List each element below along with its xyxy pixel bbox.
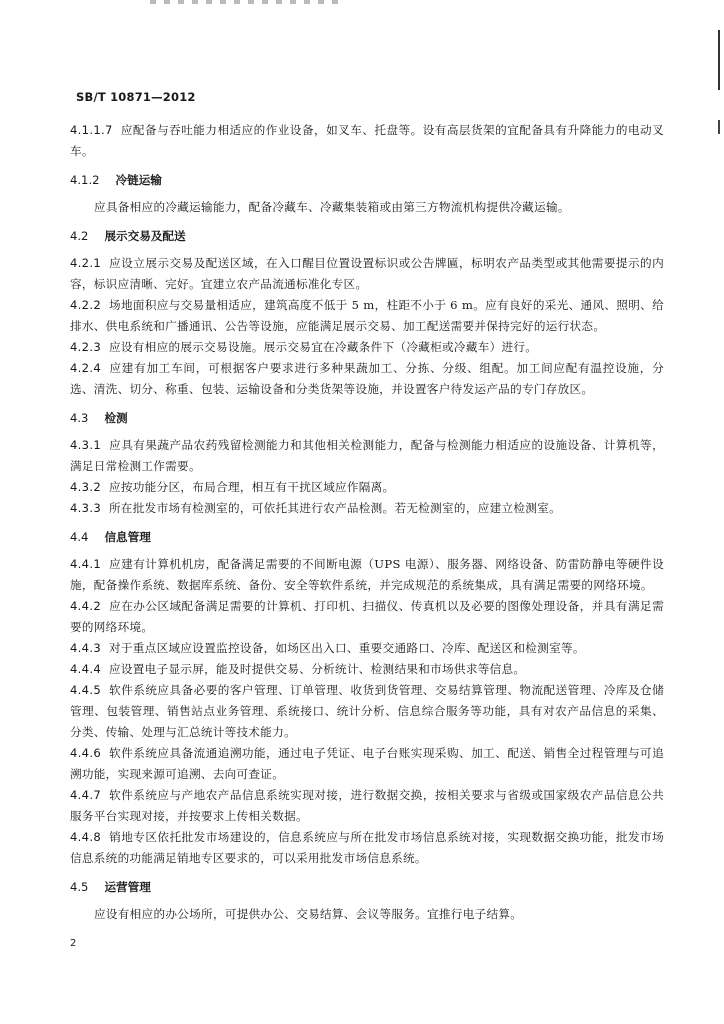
section-number: 4.5 (70, 880, 89, 894)
clause-paragraph (70, 253, 664, 295)
clause-number: 4.2.3 (70, 340, 101, 354)
clause-paragraph (70, 197, 664, 218)
clause-number: 4.4.7 (70, 788, 101, 802)
clause-paragraph (70, 904, 664, 925)
clause-text: 应设有相应的办公场所，可提供办公、交易结算、会议等服务。宜推行电子结算。 (94, 907, 523, 921)
clause-text: 应具备相应的冷藏运输能力，配备冷藏车、冷藏集装箱或由第三方物流机构提供冷藏运输。 (94, 200, 570, 214)
clause-number: 4.4.2 (70, 599, 101, 613)
clause-paragraph (70, 477, 664, 498)
clause-text: 软件系统应具备流通追溯功能，通过电子凭证、电子台账实现采购、加工、配送、销售全过程管理与可追溯功能，实现来源可追溯、去向可查证。 (70, 746, 664, 781)
clause-number: 4.3.3 (70, 501, 101, 515)
clause-paragraph (70, 435, 664, 477)
clause-paragraph (70, 120, 664, 162)
clause-text: 应设立展示交易及配送区域，在入口醒目位置设置标识或公告牌匾，标明农产品类型或其他需要提示的内容，标识应清晰、完好。宜建立农产品流通标准化专区。 (70, 256, 664, 291)
clause-text: 应建有计算机机房，配备满足需要的不间断电源（UPS 电源）、服务器、网络设备、防雷防静电等硬件设施，配备操作系统、数据库系统、备份、安全等软件系统，并完成规范的系统集成，具有满足需要的网络环境。 (70, 557, 664, 592)
clause-paragraph (70, 295, 664, 337)
clause-number: 4.3.2 (70, 480, 101, 494)
clause-text: 所在批发市场有检测室的，可依托其进行农产品检测。若无检测室的，应建立检测室。 (109, 501, 561, 515)
clause-paragraph (70, 337, 664, 358)
clause-number: 4.4.8 (70, 830, 101, 844)
clause-text: 应建有加工车间，可根据客户要求进行多种果蔬加工、分拣、分级、组配。加工间应配有温控设施，分选、清洗、切分、称重、包装、运输设备和分类货架等设施，并设置客户待发运产品的专门存放区。 (70, 361, 664, 396)
section-title: 运营管理 (104, 880, 151, 894)
clause-text: 应设置电子显示屏，能及时提供交易、分析统计、检测结果和市场供求等信息。 (109, 662, 526, 676)
section-heading (70, 527, 664, 548)
section-heading (70, 408, 664, 429)
clause-number: 4.4.5 (70, 683, 101, 697)
section-heading (70, 170, 664, 191)
clause-paragraph (70, 680, 664, 743)
section-title: 检测 (104, 411, 128, 425)
clause-text: 软件系统应与产地农产品信息系统实现对接，进行数据交换，按相关要求与省级或国家级农产品信息公共服务平台实现对接，并按要求上传相关数据。 (70, 788, 664, 823)
clause-text: 场地面积应与交易量相适应，建筑高度不低于 5 m，柱距不小于 6 m。应有良好的采光、通风、照明、给排水、供电系统和广播通讯、公告等设施，应能满足展示交易、加工配送需要并保持完好的运行状态。 (70, 298, 664, 333)
clause-paragraph (70, 743, 664, 785)
clause-text: 应按功能分区，布局合理，相互有干扰区域应作隔离。 (109, 480, 395, 494)
clause-number: 4.4.1 (70, 557, 101, 571)
clause-number: 4.4.6 (70, 746, 101, 760)
clause-text: 应配备与吞吐能力相适应的作业设备，如叉车、托盘等。设有高层货架的宜配备具有升降能力的电动叉车。 (70, 123, 664, 158)
clause-paragraph (70, 554, 664, 596)
clause-text: 应设有相应的展示交易设施。展示交易宜在冷藏条件下（冷藏柜或冷藏车）进行。 (109, 340, 538, 354)
clause-paragraph (70, 358, 664, 400)
clause-paragraph (70, 827, 664, 869)
clause-number: 4.4.3 (70, 641, 101, 655)
clause-text: 应在办公区域配备满足需要的计算机、打印机、扫描仪、传真机以及必要的图像处理设备，并具有满足需要的网络环境。 (70, 599, 664, 634)
scan-artifact (150, 0, 340, 4)
section-title: 展示交易及配送 (104, 229, 186, 243)
section-title: 冷链运输 (115, 173, 162, 187)
clause-text: 销地专区依托批发市场建设的，信息系统应与所在批发市场信息系统对接，实现数据交换功能，批发市场信息系统的功能满足销地专区要求的，可以采用批发市场信息系统。 (70, 830, 664, 865)
section-title: 信息管理 (104, 530, 151, 544)
clause-text: 软件系统应具备必要的客户管理、订单管理、收货到货管理、交易结算管理、物流配送管理、冷库及仓储管理、包装管理、销售站点业务管理、系统接口、统计分析、信息综合服务等功能，具有对农产品信息的采集、分类、传输、处理与汇总统计等技术能力。 (70, 683, 664, 739)
document-body (70, 120, 664, 925)
section-heading (70, 226, 664, 247)
clause-number: 4.2.1 (70, 256, 101, 270)
page-number: 2 (70, 938, 77, 949)
clause-number: 4.3.1 (70, 438, 101, 452)
section-number: 4.2 (70, 229, 89, 243)
section-number: 4.4 (70, 530, 89, 544)
clause-number: 4.4.4 (70, 662, 101, 676)
section-heading (70, 877, 664, 898)
scan-edge-mark (718, 120, 720, 134)
clause-paragraph (70, 638, 664, 659)
clause-text: 应具有果蔬产品农药残留检测能力和其他相关检测能力，配备与检测能力相适应的设施设备、计算机等，满足日常检测工作需要。 (70, 438, 664, 473)
clause-paragraph (70, 498, 664, 519)
clause-paragraph (70, 659, 664, 680)
section-number: 4.3 (70, 411, 89, 425)
standard-code-header: SB/T 10871—2012 (76, 90, 196, 104)
section-number: 4.1.2 (70, 173, 100, 187)
clause-number: 4.1.1.7 (70, 123, 113, 137)
clause-text: 对于重点区域应设置监控设备，如场区出入口、重要交通路口、冷库、配送区和检测室等。 (109, 641, 585, 655)
clause-number: 4.2.4 (70, 361, 101, 375)
clause-paragraph (70, 785, 664, 827)
clause-number: 4.2.2 (70, 298, 101, 312)
scan-edge-mark (718, 30, 720, 90)
clause-paragraph (70, 596, 664, 638)
